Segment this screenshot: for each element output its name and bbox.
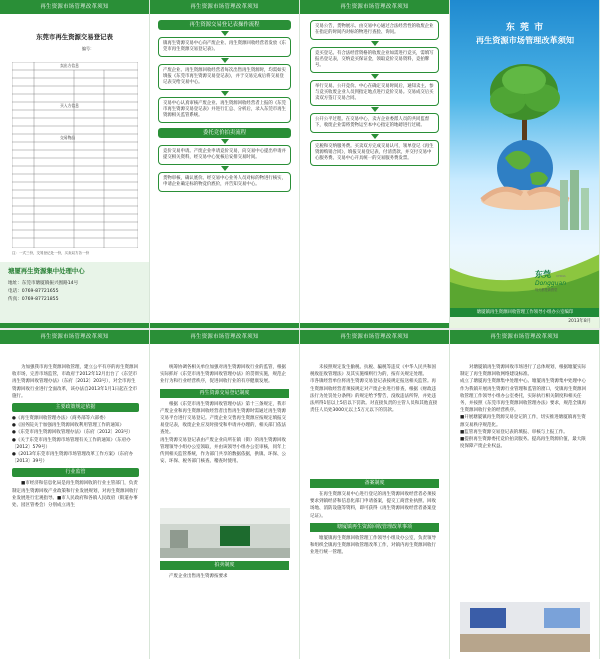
- policy-list: [12, 415, 139, 465]
- policy-item: ●《2013年东莞市再生资源市场管理改革工作方案》（东府办〔2013〕39号）: [12, 452, 134, 465]
- flow-step: 产废企业、再生资源回收经营者每次出售再生资源时，均需如实填报《东莞市再生资源交易登记表》，并于交易完成后将交易登记表交给交易中心。: [158, 64, 291, 90]
- contact-block: [0, 262, 150, 323]
- office-photo: [460, 602, 590, 652]
- contact-phone: 电话：0769-87721655: [8, 289, 59, 294]
- auction-paragraph: 产废企业出售再生资源按要求: [169, 573, 228, 579]
- contact-title: 塘厦再生资源集中处理中心: [8, 267, 85, 275]
- section-title-tangxia-reform: 塘厦镇再生资源回收管理改革事项: [310, 523, 439, 532]
- flow-step: 公开公平过程。在交易中心，卖方企业委派人员的共同监督下，收废企业需将货物运至本中心指定的地磅进行过磅。: [310, 113, 439, 133]
- flow-step: 交易中心认真审核产废企业、再生资源回收经营者上报的《东莞市再生资源交易登记表》并进行汇总、分析后，录入东莞市再生资源相关监管系统。: [158, 97, 291, 123]
- panel-header: 再生资源市场管理改革须知: [150, 0, 299, 14]
- panel-registration-system: [150, 330, 300, 659]
- policy-item: ●《再生资源回收管理办法》（商务部等六部委）: [12, 416, 109, 422]
- flow-step: 完税和交纳服务费。买卖双方完成交易认可，领单登记《再生资源购销合同》，填报交易登记表，付清货款，并交付交易中心服务费。交易中心开具统一的交易服务费发票。: [310, 140, 439, 166]
- brochure-inside: [0, 330, 600, 659]
- panel-cover: [450, 0, 600, 329]
- section-title-supervision: 行业监管: [12, 468, 139, 477]
- cover-title: 再生资源市场管理改革须知: [475, 35, 575, 45]
- filing-paragraph: 在再生资源交易中心进行登记的再生资源回收经营者必须按要求到镇经济和信息化部门申请备案，提交工商营业执照、回收场地、消防设施等资料，即可获得《再生资源回收经营者备案登记证》。: [310, 492, 436, 519]
- logo-cn: 东莞: [535, 270, 551, 279]
- section-title-auction-system: 拍卖制度: [160, 561, 289, 570]
- cover-date: 2013年8月: [568, 319, 591, 324]
- city-skyline: [550, 170, 600, 230]
- coordination-paragraph: 统筹协调各相关单位加强对再生资源回收行业的监管，根据实际抓好《东莞市再生资源回收管理办法》的贯彻实施，规范企业行为和行业经营秩序，促进回收行业的有序健康发展。: [160, 365, 286, 385]
- flow-step: 竞价交易申请。产废企业申请竞价交易，向交易中心提出申请并提交相关资料，经交易中心复核后安排交易时间。: [158, 145, 291, 165]
- panel-header: 再生资源市场管理改革须知: [300, 0, 449, 14]
- form-section-buyer: 买入方信息: [60, 103, 79, 108]
- form-section-goods: 交易物品: [60, 135, 76, 140]
- flow-arrow: [221, 91, 229, 96]
- logo-sub: CHINA: [556, 274, 566, 278]
- registration-paragraph: 根据《东莞市再生资源回收管理办法》第十三条规定，我市产废企业和再生资源回收经营者出售再生资源时需通过再生资源交易平台进行交易登记。产废企业交售再生资源应按规定填报交易登记表，收废企业应及时接受和申请并办理的，相关部门依法查处。 再生资源交易登记表由产废企业向所在镇（街）的再生资源回收管理领导小组办公室领取，并由该领导小组办公室审核，同年上传到相关监管系统，作为部门共享的数据依据，供镇、环保、公安、环保、税务部门核查、稽查时使用。: [160, 401, 286, 465]
- form-title: 东莞市再生资源交易登记表: [36, 33, 113, 41]
- flow-step: 举行交易。公开竞价。中心在确定交易时间后，通知卖主、参与竞买收废企业人员到指定地点进行竞价交易。交易成交后买卖双方签订交易合同。: [310, 80, 439, 106]
- panel-header: 再生资源市场管理改革须知: [300, 330, 449, 344]
- section-title-policy-basis: 主要政策规定依据: [12, 403, 139, 412]
- contact-address: 地址：东莞市塘厦镇振兴围路14号: [8, 281, 79, 286]
- flow-arrow: [371, 74, 379, 79]
- flow-arrow: [221, 139, 229, 144]
- center-paragraph: 对塘厦镇再生资源回收市场进行了总体规划，根据塘厦实际制定了再生资源回收网络建设标准。 成立了塘厦再生资源集中处理中心。塘厦再生资源集中处理中心作为我镇开展再生资源行业管理和监管的窗口，受镇再生资源回收管理工作领导小组办公室委托，实际执行相关制度和相关任务，并按照《东莞市再生资源回收管理办法》要求，规范全镇再生资源回收行业的经营秩序。 ■开展塘厦镇再生资源交易登记的工作，切实推进塘厦镇再生资源交易秩序规范化。 ■监管再生资源交易登记表的填报、审核与上报工作。 ■提供再生资源委托竞价拍卖服务。提高再生资源价值，最大限度保障产废企业权益。: [460, 365, 586, 450]
- flow-step: 镇再生资源交易中心向产废企业、再生资源回收经营者发放《东莞市再生资源交易登记表》。: [158, 37, 291, 57]
- panel-header: 再生资源市场管理改革须知: [450, 330, 599, 344]
- panel-center: [450, 330, 600, 659]
- flow-arrow: [371, 41, 379, 46]
- flow-title-auction: 委托竞价拍卖流程: [158, 128, 291, 138]
- cover-city: 东 莞 市: [505, 23, 545, 33]
- panel-header: 再生资源市场管理改革须知: [0, 0, 149, 14]
- panel-registration-form: [0, 0, 150, 329]
- penalty-paragraph: 未按照规定发生偷税、抗税、骗税等违反《中华人民共和国税收征收管理法》及其实施细则行为的，按有关规定处理。 市各镇经营单位将再生资源交易登记表按规定报送相关监管。再生资源回收经营者须按规定对产废企业进行排查，根据《财政违法行为处罚处分条例》的规定给予警告，没收违法所得，并处违法所得1倍以上5倍以下罚款。对直接负责的主管人员和其他直接责任人员处3000元以上5万元以下的罚款。: [310, 365, 438, 414]
- flow-step: 竞买登记。有合法经营资格的收废企业如需进行竞买，需填写报名登记表，交纳竞买保证金，领取竞价交易资料，竞拍牌号。: [310, 47, 439, 73]
- brochure-outside: [0, 0, 600, 329]
- form-number: 编号：: [82, 46, 94, 51]
- panel-penalty: [300, 330, 450, 659]
- intro-paragraph: 为加强我市再生资源回收管理，建立公平有序的再生资源回收市场，完善市场监管，市政府于2012年12月出台了《东莞市再生资源回收管理办法》（东府〔2012〕203号），对全市再生资源回收行业进行全面改革，该办法自2013年1月1日起在全市施行。: [12, 365, 138, 399]
- registration-form-table: [12, 62, 138, 248]
- service-hall-photo: [160, 508, 290, 558]
- section-title-registration-system: 再生资源交易登记制度: [160, 389, 289, 398]
- panel-flow-2: [300, 0, 450, 329]
- policy-item: ●《国务院关于加强再生资源回收利用管理工作的通知》: [12, 423, 124, 429]
- cover-band: 塘厦镇再生资源回收管理工作领导小组办公室编印: [450, 308, 600, 317]
- contact-fax: 传真：0769-87721855: [8, 297, 59, 302]
- panel-header: 再生资源市场管理改革须知: [150, 330, 299, 344]
- section-title-filing: 备案制度: [310, 479, 439, 488]
- policy-item: ●《关于东莞市再生资源市场管理有关工作的通知》（东府办〔2012〕579号）: [12, 437, 131, 450]
- flow-step: 货物审核，确认底价。经交易中心业务人员对标的物进行核实，申请企业确定标的物竞价底价，并告知交易中心。: [158, 172, 291, 192]
- flow-arrow: [221, 58, 229, 63]
- dongguan-logo: [535, 262, 597, 292]
- panel-header: 再生资源市场管理改革须知: [0, 330, 149, 344]
- flow-arrow: [371, 107, 379, 112]
- form-note: 注：一式三份，交易登记处一份，买卖双方各一份: [12, 251, 89, 255]
- policy-item: ●《东莞市再生资源回收管理办法》（东府〔2012〕203号）: [12, 430, 133, 436]
- tangxia-paragraph: 塘厦镇再生资源回收管理工作领导小组及办公室，负责领导和组织全镇再生资源回收管理改革工作，对镇内再生资源回收行业进行统一管理。: [310, 535, 436, 556]
- flow-arrow: [371, 134, 379, 139]
- logo-en: Dongguan: [535, 280, 566, 287]
- flow-step: 交易公告，货物展示。由交易中心通过合法经营性的收废企业在指定的时间内对标的物进行查验、询问。: [310, 20, 439, 40]
- form-section-seller: 卖出方信息: [60, 63, 79, 68]
- supervision-paragraph: ■市经济和信息化局是再生资源回收的行业主管部门，负责制定再生资源回收产业政策和行业发展规划，对再生资源回收行业发展进行宏观指导。■市人民政府和各镇人民政府（街道办事处、园区管委会）分别成立再生: [12, 481, 138, 509]
- panel-flow-1: [150, 0, 300, 329]
- flow-title-registration: 再生资源交易登记表操作流程: [158, 20, 291, 30]
- flow-arrow: [221, 31, 229, 36]
- logo-tagline: 每天都是新感觉: [535, 288, 558, 292]
- panel-policy: [0, 330, 150, 659]
- flow-arrow: [221, 166, 229, 171]
